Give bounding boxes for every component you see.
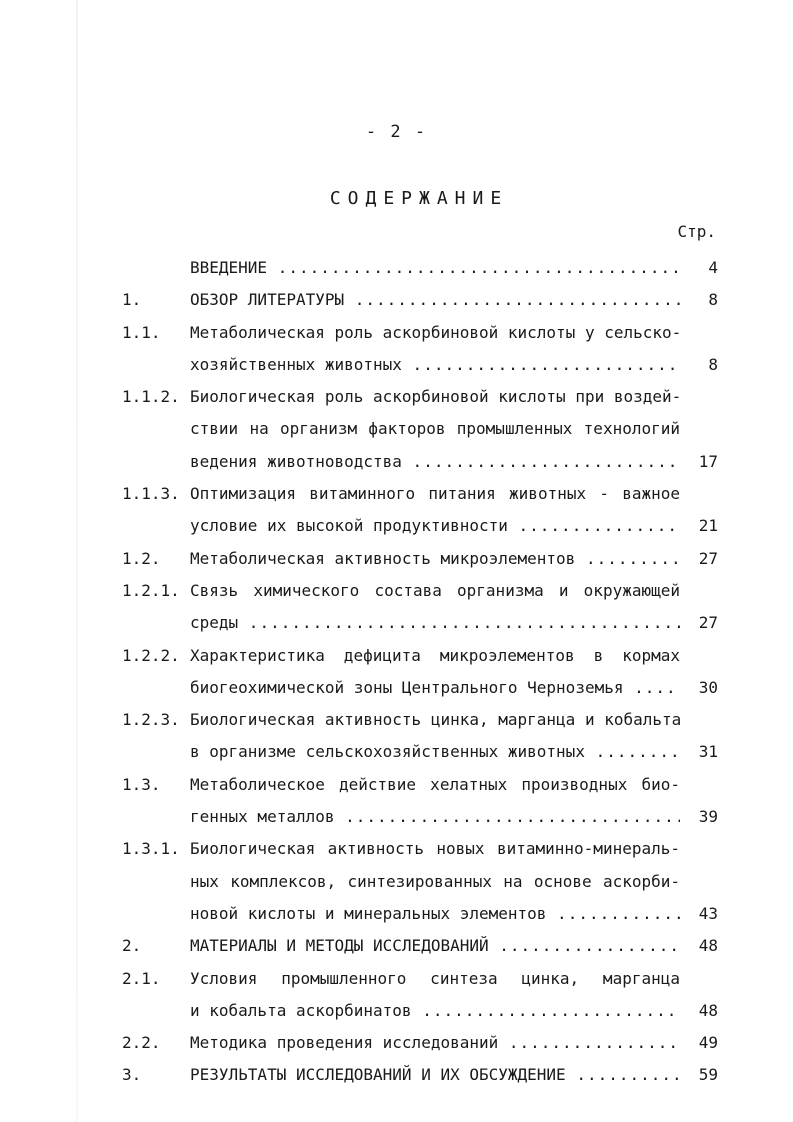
toc-entry-title: Методика проведения исследований ..... bbox=[190, 1027, 680, 1059]
toc-entry-title: Биологическая активность новых витаминно-минераль- bbox=[190, 839, 680, 859]
toc-entry-title: и кобальта аскорбинатов ..... bbox=[190, 995, 680, 1027]
toc-entry-number: 1.1.3. bbox=[122, 484, 180, 504]
toc-entry-page: 49 bbox=[698, 1033, 718, 1053]
toc-entry-title: Связь химического состава организма и окружающей bbox=[190, 580, 680, 600]
toc-entry bbox=[0, 736, 793, 768]
toc-entry-number: 2. bbox=[122, 936, 142, 956]
toc-entry-title: новой кислоты и минеральных элементов ..... bbox=[190, 898, 680, 930]
toc-entry bbox=[0, 381, 793, 413]
toc-entry-title: условие их высокой продуктивности ..... bbox=[190, 510, 680, 542]
toc-entry-page: 59 bbox=[698, 1065, 718, 1085]
toc-entry-title: Характеристика дефицита микроэлементов в кормах bbox=[190, 645, 680, 665]
toc-entry-number: 1.3. bbox=[122, 774, 161, 794]
toc-entry bbox=[0, 1059, 793, 1091]
toc-entry bbox=[0, 413, 793, 445]
toc-entry bbox=[0, 510, 793, 542]
toc-entry bbox=[0, 252, 793, 284]
toc-entry-page: 48 bbox=[698, 1000, 718, 1020]
toc-entry-title: Оптимизация витаминного питания животных - важное bbox=[190, 484, 680, 504]
toc-entry-number: 1.2.3. bbox=[122, 710, 180, 730]
toc-entry-page: 31 bbox=[698, 742, 718, 762]
toc-entry-title: РЕЗУЛЬТАТЫ ИССЛЕДОВАНИЙ И ИХ ОБСУЖДЕНИЕ ..... bbox=[190, 1059, 680, 1091]
toc-entry-page: 39 bbox=[698, 807, 718, 827]
toc-entry-title: биогеохимической зоны Центрального Черноземья ..... bbox=[190, 672, 680, 704]
toc-entry-title: хозяйственных животных ..... bbox=[190, 349, 680, 381]
toc-entry bbox=[0, 607, 793, 639]
toc-entry-page: 27 bbox=[698, 613, 718, 633]
toc-entry-page: 43 bbox=[698, 903, 718, 923]
toc-entry-number: 1.2.2. bbox=[122, 645, 180, 665]
toc-entry-title: ВВЕДЕНИЕ ..... bbox=[190, 252, 680, 284]
toc-entry-number: 1.1. bbox=[122, 322, 161, 342]
toc-entry bbox=[0, 930, 793, 962]
toc-entry bbox=[0, 672, 793, 704]
toc-entry bbox=[0, 898, 793, 930]
toc-entry-title: Метаболическое действие хелатных производных био- bbox=[190, 774, 680, 794]
toc-entry bbox=[0, 801, 793, 833]
document-title: СОДЕРЖАНИЕ bbox=[329, 188, 509, 209]
toc-entry bbox=[0, 833, 793, 865]
toc-entry-title: МАТЕРИАЛЫ И МЕТОДЫ ИССЛЕДОВАНИЙ ..... bbox=[190, 930, 680, 962]
page-number: - 2 - bbox=[365, 122, 428, 142]
toc-entry-number: 1.1.2. bbox=[122, 387, 180, 407]
toc-entry-number: 1.3.1. bbox=[122, 839, 180, 859]
toc-entry bbox=[0, 575, 793, 607]
toc-entry bbox=[0, 963, 793, 995]
toc-entry-number: 3. bbox=[122, 1065, 142, 1085]
toc-entry-number: 1.2. bbox=[122, 548, 161, 568]
toc-entry-number: 1.2.1. bbox=[122, 580, 180, 600]
toc-entry-number: 2.2. bbox=[122, 1033, 161, 1053]
toc-entry-page: 8 bbox=[708, 290, 718, 310]
toc-entry bbox=[0, 704, 793, 736]
toc-entry-page: 30 bbox=[698, 677, 718, 697]
page-column-header: Стр. bbox=[677, 222, 716, 241]
toc-entry-title: ОБЗОР ЛИТЕРАТУРЫ ..... bbox=[190, 284, 680, 316]
toc-entry-page: 4 bbox=[708, 258, 718, 277]
toc-entry bbox=[0, 995, 793, 1027]
toc-entry bbox=[0, 543, 793, 575]
toc-entry-title: Условия промышленного синтеза цинка, марганца bbox=[190, 968, 680, 988]
toc-entry bbox=[0, 866, 793, 898]
toc-entry-page: 21 bbox=[698, 516, 718, 536]
toc-entry bbox=[0, 349, 793, 381]
toc-entry-title: в организме сельскохозяйственных животных ..... bbox=[190, 736, 680, 768]
toc-entry bbox=[0, 640, 793, 672]
toc-entry-title: Биологическая активность цинка, марганца и кобальта bbox=[190, 710, 682, 730]
toc-entry-page: 48 bbox=[698, 936, 718, 956]
toc-entry bbox=[0, 284, 793, 316]
toc-entry-page: 17 bbox=[698, 451, 718, 471]
toc-entry-page: 27 bbox=[698, 548, 718, 568]
table-of-contents bbox=[0, 252, 793, 1092]
toc-entry-title: генных металлов ..... bbox=[190, 801, 680, 833]
toc-entry bbox=[0, 478, 793, 510]
toc-entry bbox=[0, 446, 793, 478]
toc-entry-title: Метаболическая активность микроэлементов ..... bbox=[190, 543, 680, 575]
toc-entry bbox=[0, 769, 793, 801]
toc-entry-title: среды ..... bbox=[190, 607, 680, 639]
toc-entry-title: Биологическая роль аскорбиновой кислоты при воздей- bbox=[190, 387, 682, 407]
toc-entry bbox=[0, 1027, 793, 1059]
toc-entry-title: ведения животноводства ..... bbox=[190, 446, 680, 478]
toc-entry-title: ных комплексов, синтезированных на основе аскорби- bbox=[190, 871, 680, 891]
toc-entry-title: ствии на организм факторов промышленных технологий bbox=[190, 419, 680, 439]
toc-entry bbox=[0, 317, 793, 349]
toc-entry-number: 2.1. bbox=[122, 968, 161, 988]
toc-entry-number: 1. bbox=[122, 290, 142, 310]
toc-entry-page: 8 bbox=[708, 354, 718, 374]
toc-entry-title: Метаболическая роль аскорбиновой кислоты у сельско- bbox=[190, 322, 682, 342]
